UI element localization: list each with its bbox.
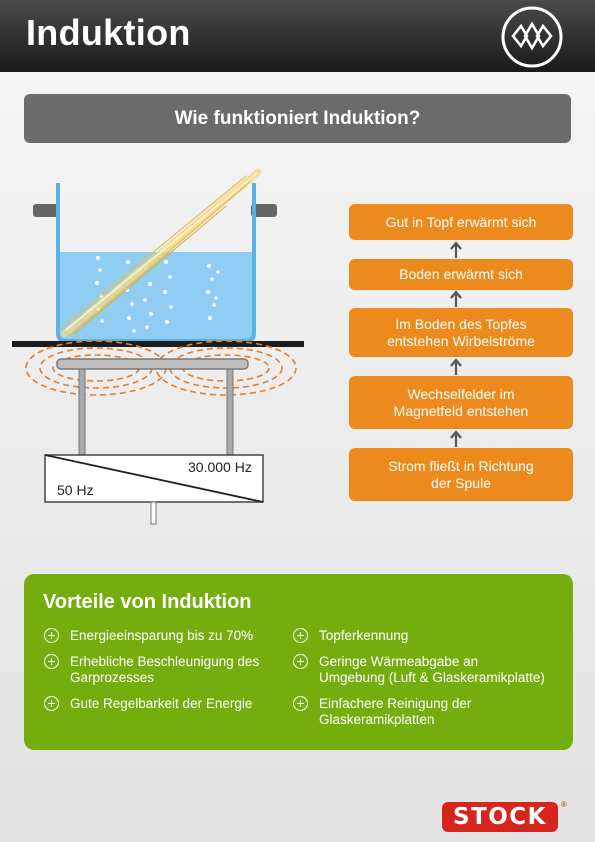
advantages-title: Vorteile von Induktion (43, 591, 252, 613)
frequency-low-label: 50 Hz (57, 482, 94, 498)
flow-step-label: Gut in Topf erwärmt sich (385, 213, 537, 230)
arrow-up-icon (449, 290, 463, 308)
advantage-text: Topferkennung (319, 628, 409, 643)
flow-step-label: Strom fließt in Richtung der Spule (388, 457, 534, 491)
advantage-text: Erhebliche Beschleunigung des Garprozesses (70, 654, 260, 685)
flow-step-3 (349, 308, 573, 357)
flow-step-4 (349, 259, 573, 290)
plus-circle-icon (293, 696, 308, 711)
advantage-text: Energieeinsparung bis zu 70% (70, 628, 254, 643)
pot-cooktop-illustration (0, 0, 320, 530)
advantage-item (293, 654, 563, 688)
coil-leg-right (227, 369, 233, 455)
power-cable (151, 502, 156, 524)
section-heading: Wie funktioniert Induktion? (24, 94, 571, 143)
flow-step-label: Im Boden des Topfes entstehen Wirbelströme (387, 315, 535, 349)
advantage-item (293, 696, 563, 730)
coil-leg-left (79, 369, 85, 455)
plus-circle-icon (44, 696, 59, 711)
induction-coil (57, 359, 248, 369)
plus-circle-icon (44, 628, 59, 643)
advantage-item (44, 654, 284, 688)
advantage-text: Gute Regelbarkeit der Energie (70, 696, 253, 711)
plus-circle-icon (293, 654, 308, 669)
brand-logo: STOCK (442, 802, 558, 832)
flow-step-label: Wechselfelder im Magnetfeld entstehen (393, 385, 529, 419)
plus-circle-icon (293, 628, 308, 643)
advantage-item (44, 696, 284, 714)
brand-logo-icon (501, 6, 563, 68)
frequency-high-label: 30.000 Hz (188, 459, 252, 475)
advantage-text: Geringe Wärmeabgabe an Umgebung (Luft & Glaskeramikplatte) (319, 654, 545, 685)
flow-step-label: Boden erwärmt sich (399, 266, 523, 282)
page-title: Induktion (26, 12, 191, 53)
arrow-up-icon (449, 358, 463, 376)
advantages-panel (24, 574, 573, 750)
registered-mark: ® (561, 800, 567, 809)
arrow-up-icon (449, 241, 463, 259)
arrow-up-icon (449, 430, 463, 448)
flow-step-5 (349, 204, 573, 240)
flow-step-2 (349, 376, 573, 429)
advantage-text: Einfachere Reinigung der Glaskeramikplatten (319, 696, 472, 727)
advantage-item (44, 628, 284, 646)
flow-step-1 (349, 448, 573, 501)
pot-handle-left (33, 204, 59, 217)
plus-circle-icon (44, 654, 59, 669)
advantage-item (293, 628, 563, 646)
